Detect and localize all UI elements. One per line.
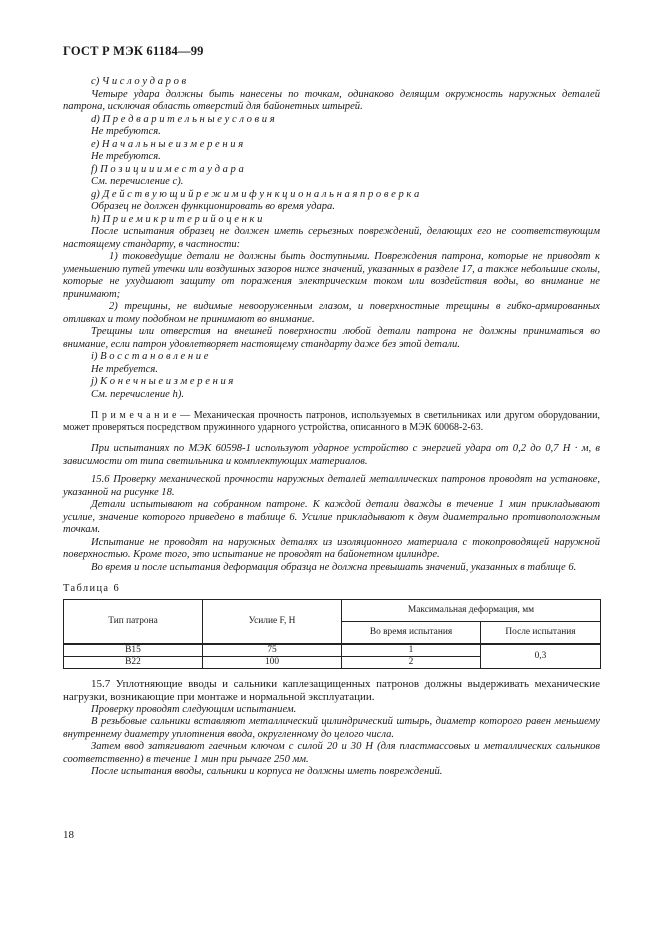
cell-during: 2 [342, 656, 481, 668]
item-i-text: Не требуется. [91, 363, 158, 375]
table-caption: Таблица 6 [63, 583, 121, 595]
paragraph-insulating-parts: Испытание не проводят на наружных деталях из изоляционного материала с токопроводящей наружной поверхностью. Кроме того, это испытание не проводят на байонетном цилиндре. [63, 536, 600, 561]
paragraph-threaded-glands: В резьбовые сальники вставляют металлический цилиндрический штырь, диаметр которого равен меньшему внутреннему диаметру уплотнения ввода, округленному до целого числа. [63, 716, 600, 740]
header-force: Усилие F, Н [203, 599, 342, 644]
paragraph-deformation: Во время и после испытания деформация образца не должна превышать значений, указанных в таблице 6. [91, 561, 577, 573]
page-content [63, 76, 600, 779]
item-h-point-1: 1) токоведущие детали не должны быть доступными. Повреждения патрона, которые не приводят к уменьшению путей утечки или воздушных зазоров ниже значений, указанных в разделе 17, а также небольшие сколы, которые не ухудшают защиту от поражения электрическим током или воздействия воды, во внимание не принимают; [63, 251, 600, 300]
header-deformation: Максимальная деформация, мм [342, 599, 601, 621]
paragraph-tightening: Затем ввод затягивают гаечным ключом с силой 20 и 30 Н (для пластмассовых и металлических сальников соответственно) в течение 1 мин при рычаге 250 мм. [63, 741, 600, 765]
cell-type: B22 [64, 656, 203, 668]
paragraph-15-7: 15.7 Уплотняющие вводы и сальники каплезащищенных патронов должны выдерживать механические нагрузки, возникающие при монтаже и нормальной эксплуатации. [63, 677, 600, 703]
item-f-text: См. перечисление c). [91, 176, 184, 187]
cell-type: B15 [64, 644, 203, 657]
item-d-text: Не требуются. [91, 126, 161, 137]
item-g-heading: g) Д е й с т в у ю щ и й р е ж и м и ф у н к ц и о н а л ь н а я п р о в е р к а [91, 188, 420, 200]
item-d-heading: d) П р е д в а р и т е л ь н ы е у с л о в и я [91, 113, 275, 125]
header-after: После испытания [481, 621, 601, 644]
item-i-heading: i) В о с с т а н о в л е н и е [91, 351, 209, 362]
item-j-heading: j) К о н е ч н ы е и з м е р е н и я [91, 376, 234, 387]
item-h-point-2: 2) трещины, не видимые невооруженным глазом, и поверхностные трещины в гибко-армированных отливках и тому подобном не принимают во внимание. [63, 301, 600, 325]
header-type: Тип патрона [64, 599, 203, 644]
header-during: Во время испытания [342, 621, 481, 644]
item-e-heading: e) Н а ч а л ь н ы е и з м е р е н и я [91, 138, 244, 150]
item-e-text: Не требуются. [91, 151, 161, 162]
standard-header: ГОСТ Р МЭК 61184—99 [63, 44, 204, 58]
item-h-heading: h) П р и е м и к р и т е р и й о ц е н к и [91, 213, 263, 225]
cell-force: 100 [203, 656, 342, 668]
item-j-text: См. перечисление h). [91, 388, 184, 400]
item-h-cracks: Трещины или отверстия на внешней поверхности любой детали патрона не должны приниматься во внимание, если патрон удовлетворяет настоящему стандарту даже без этой детали. [63, 326, 600, 350]
table-row [64, 644, 601, 657]
item-g-text: Образец не должен функционировать во время удара. [91, 201, 335, 212]
item-h-text: После испытания образец не должен иметь серьезных повреждений, делающих его не соответствующим настоящему стандарту, в частности: [63, 226, 600, 250]
note-label: П р и м е ч а н и е — [91, 410, 191, 421]
paragraph-impact-device: При испытаниях по МЭК 60598-1 используют ударное устройство с энергией удара от 0,2 до 0,7 Н · м, в зависимости от типа светильника и комплектующих материалов. [63, 443, 600, 467]
paragraph-15-6: 15.6 Проверку механической прочности наружных деталей металлических патронов проводят на установке, указанной на рисунке 18. [63, 474, 600, 498]
paragraph-test-intro: Проверку проводят следующим испытанием. [91, 703, 297, 715]
item-c-text: Четыре удара должны быть нанесены по точкам, одинаково делящим окружность наружных деталей патрона, исключая область отверстий для байонетных штырей. [63, 88, 600, 112]
table-6 [63, 599, 601, 669]
paragraph-after-test: После испытания вводы, сальники и корпуса не должны иметь повреждений. [91, 766, 443, 778]
page-number: 18 [63, 829, 74, 841]
cell-during: 1 [342, 644, 481, 657]
cell-force: 75 [203, 644, 342, 657]
item-f-heading: f) П о з и ц и и и м е с т а у д а р а [91, 163, 244, 175]
paragraph-parts-test: Детали испытывают на собранном патроне. К каждой детали дважды в течение 1 мин прикладывают усилие, значение которого приведено в таблице 6. Усилие прикладывают к двум диаметрально противоположным точкам. [63, 499, 600, 536]
cell-after: 0,3 [481, 644, 601, 669]
note-paragraph [63, 410, 600, 434]
item-c-heading: c) Ч и с л о у д а р о в [91, 76, 187, 87]
note-text: Механическая прочность патронов, используемых в светильниках или другом оборудовании, может проверяться посредством пружинного ударного устройства, описанного в МЭК 60068-2-63. [63, 410, 600, 434]
